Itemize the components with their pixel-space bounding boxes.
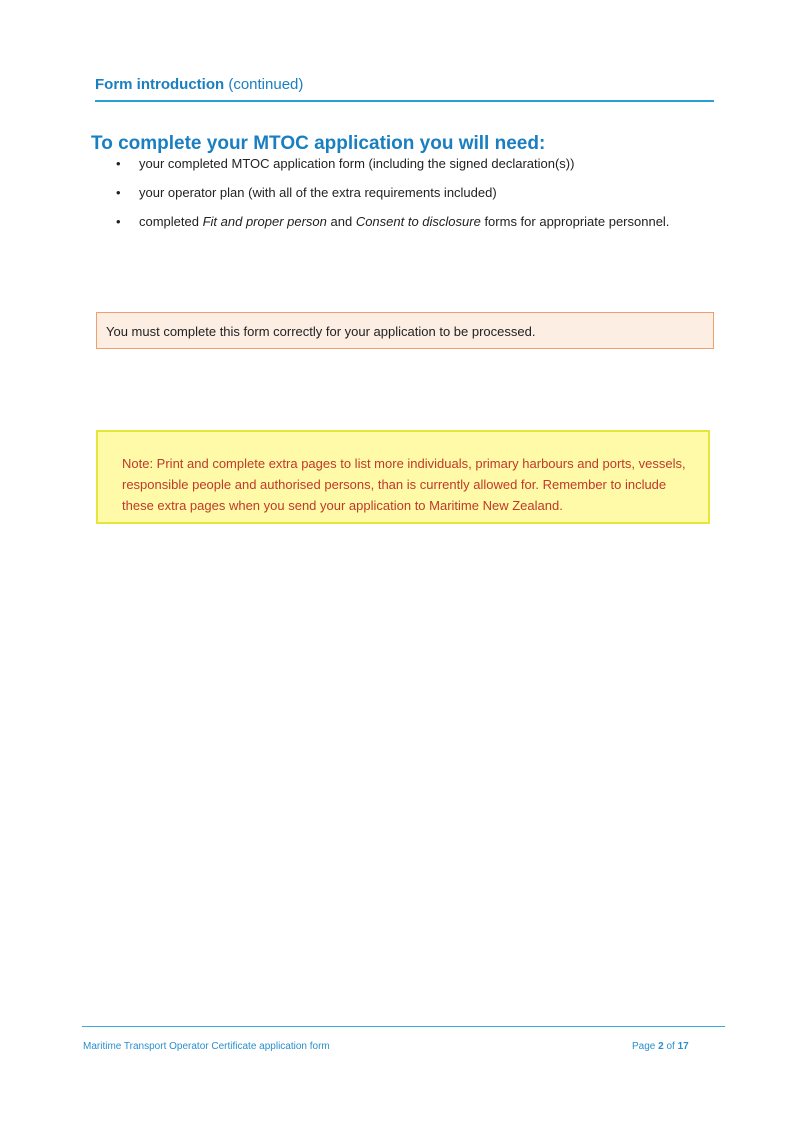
bullet-icon: •: [116, 185, 121, 200]
section-title-suffix: (continued): [228, 76, 304, 93]
list-item-text: [139, 212, 669, 232]
page-number: [632, 1040, 689, 1054]
page-heading: To complete your MTOC application you will need:: [91, 133, 546, 154]
note-box: Note: Print and complete extra pages to list more individuals, primary harbours and ports, vessels, responsible people and authorised persons, than is currently allowed for. Remember to include these extra pages when you send your application to Maritime New Zealand.: [96, 430, 710, 524]
section-title: Form introduction: [95, 76, 225, 93]
list-item: [0, 183, 800, 212]
list-item: [0, 154, 800, 183]
notice-box: You must complete this form correctly for your application to be processed.: [96, 312, 714, 349]
list-item-text: your completed MTOC application form (including the signed declaration(s)): [139, 156, 575, 171]
page-current: 2: [658, 1041, 664, 1052]
bullet-icon: •: [116, 214, 121, 229]
list-item-text: your operator plan (with all of the extra requirements included): [139, 185, 497, 200]
section-header: [95, 76, 714, 102]
requirements-list: [0, 154, 800, 241]
footer-form-name: Maritime Transport Operator Certificate application form: [83, 1041, 330, 1052]
bullet-icon: •: [116, 156, 121, 171]
list-item-text-before: completed: [139, 214, 203, 229]
page-of: of: [666, 1041, 675, 1052]
list-item-text-after: forms for appropriate personnel.: [480, 214, 670, 229]
fit-proper-form-name: Fit and proper person: [202, 214, 327, 229]
page-label: Page: [632, 1041, 656, 1052]
page-total: 17: [677, 1041, 689, 1052]
consent-form-name: Consent to disclosure: [355, 214, 481, 229]
footer-divider: [82, 1026, 725, 1027]
list-item: [0, 212, 800, 241]
list-item-text-mid: and: [326, 214, 356, 229]
